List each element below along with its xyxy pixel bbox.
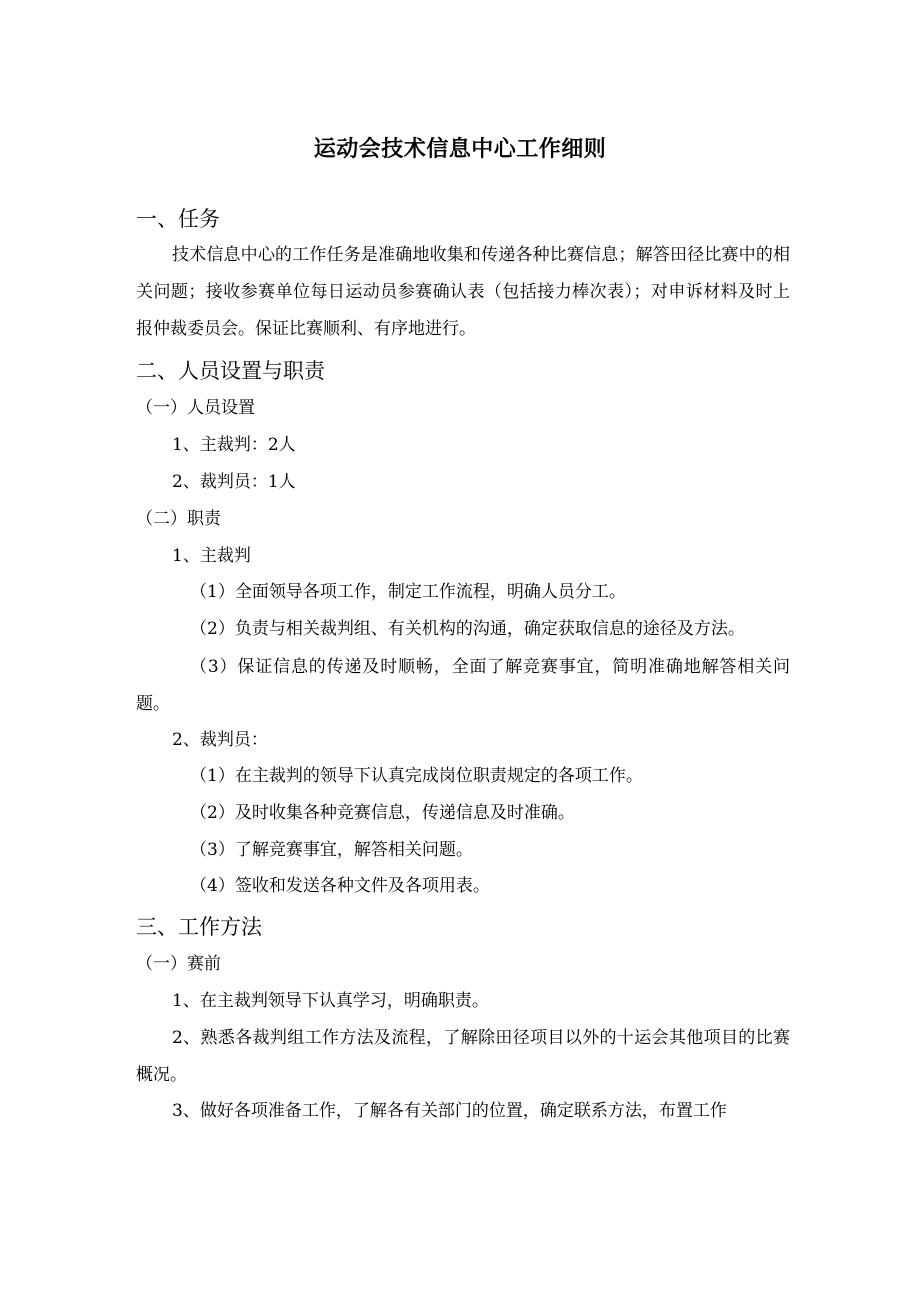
prematch-item: 2、熟悉各裁判组工作方法及流程，了解除田径项目以外的十运会其他项目的比赛概况。 — [136, 1028, 790, 1085]
document-title: 运动会技术信息中心工作细则 — [313, 137, 607, 162]
referee-duty-item: （3）了解竞赛事宜，解答相关问题。 — [190, 840, 473, 860]
staffing-item: 1、主裁判：2人 — [172, 435, 296, 455]
referee-duty-item: （1）在主裁判的领导下认真完成岗位职责规定的各项工作。 — [190, 766, 643, 786]
subsection-staffing-heading: （一）人员设置 — [136, 398, 255, 418]
chief-duty-item: （1）全面领导各项工作，制定工作流程，明确人员分工。 — [190, 582, 626, 602]
referee-duty-item: （2）及时收集各种竞赛信息，传递信息及时准确。 — [190, 803, 575, 823]
chief-referee-heading: 1、主裁判 — [172, 546, 251, 566]
prematch-item: 3、做好各项准备工作，了解各有关部门的位置，确定联系方法，布置工作 — [172, 1101, 727, 1121]
section-1-body: 技术信息中心的工作任务是准确地收集和传递各种比赛信息；解答田径比赛中的相关问题；接收参赛单位每日运动员参赛确认表（包括接力棒次表）；对申诉材料及时上报仲裁委员会。保证比赛顺利、有序地进行。 — [136, 245, 790, 339]
subsection-duties-heading: （二）职责 — [136, 509, 221, 529]
referee-heading: 2、裁判员： — [172, 730, 268, 750]
prematch-item: 1、在主裁判领导下认真学习，明确职责。 — [172, 991, 489, 1011]
section-2-heading: 二、人员设置与职责 — [136, 359, 325, 383]
subsection-prematch-heading: （一）赛前 — [136, 954, 221, 974]
staffing-item: 2、裁判员：1人 — [172, 472, 296, 492]
referee-duty-item: （4）签收和发送各种文件及各项用表。 — [190, 876, 490, 896]
chief-duty-item: （3）保证信息的传递及时顺畅，全面了解竞赛事宜，简明准确地解答相关问题。 — [136, 657, 790, 714]
chief-duty-item: （2）负责与相关裁判组、有关机构的沟通，确定获取信息的途径及方法。 — [190, 619, 745, 639]
section-1-heading: 一、任务 — [136, 207, 220, 231]
section-3-heading: 三、工作方法 — [136, 915, 262, 939]
